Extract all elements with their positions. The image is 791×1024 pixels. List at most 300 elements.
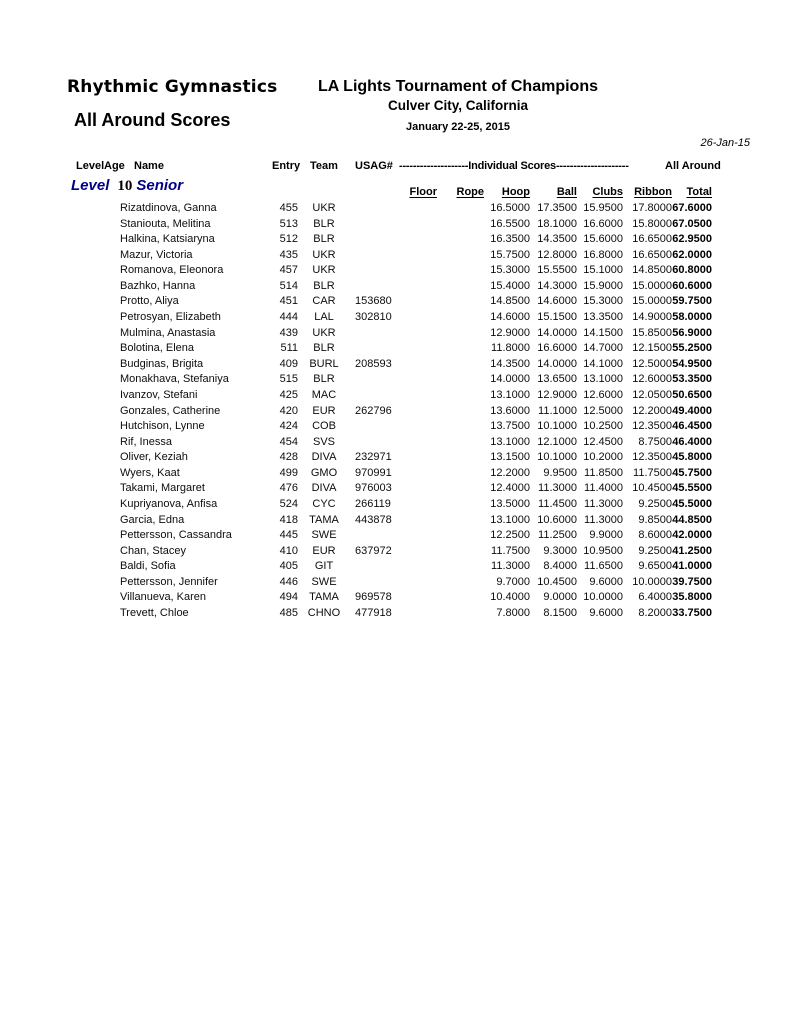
score-floor (392, 419, 437, 435)
score-ball: 12.9000 (537, 388, 577, 401)
score-rope (437, 404, 484, 420)
score-total: 53.3500 (672, 373, 712, 386)
score-ball: 9.3000 (543, 544, 577, 557)
row-age (98, 497, 120, 513)
score-total: 46.4000 (672, 435, 712, 448)
score-rope (437, 481, 484, 497)
score-clubs: 15.9000 (583, 279, 623, 292)
score-rope (437, 263, 484, 279)
table-row (68, 388, 716, 404)
division-label: Senior (136, 177, 184, 194)
event-location: Culver City, California (387, 98, 529, 113)
usag-number: 969578 (355, 591, 392, 604)
score-rope (437, 544, 484, 560)
score-floor (392, 559, 437, 575)
entry-number: 435 (279, 248, 298, 261)
score-ball: 8.4000 (543, 560, 577, 573)
score-ribbon: 15.0000 (632, 295, 672, 308)
score-hoop: 10.4000 (490, 591, 530, 604)
row-age (98, 279, 120, 295)
column-header-clubs: Clubs (592, 186, 623, 198)
row-level (68, 544, 98, 560)
score-floor (392, 326, 437, 342)
team-code: MAC (311, 388, 337, 401)
column-header-age: Age (104, 160, 125, 172)
table-row (68, 294, 716, 310)
athlete-name: Takami, Margaret (120, 482, 205, 495)
athlete-name: Hutchison, Lynne (120, 420, 205, 433)
score-clubs: 15.1000 (583, 264, 623, 277)
score-total: 67.0500 (672, 217, 712, 230)
score-ball: 14.0000 (537, 357, 577, 370)
score-hoop: 12.9000 (490, 326, 530, 339)
athlete-name: Kupriyanova, Anfisa (120, 497, 218, 510)
score-ribbon: 9.2500 (638, 497, 672, 510)
score-hoop: 13.6000 (490, 404, 530, 417)
score-ribbon: 10.4500 (632, 482, 672, 495)
score-floor (392, 248, 437, 264)
row-level (68, 528, 98, 544)
row-age (98, 232, 120, 248)
score-ribbon: 12.6000 (632, 373, 672, 386)
entry-number: 424 (279, 420, 298, 433)
score-ball: 9.0000 (543, 591, 577, 604)
score-clubs: 12.6000 (583, 388, 623, 401)
score-rope (437, 294, 484, 310)
athlete-name: Gonzales, Catherine (120, 404, 221, 417)
entry-number: 444 (279, 311, 298, 324)
print-date: 26-Jan-15 (700, 137, 750, 149)
row-age (98, 326, 120, 342)
column-header-ball: Ball (556, 186, 577, 198)
table-row (68, 217, 716, 233)
athlete-name: Oliver, Keziah (120, 451, 188, 464)
score-ribbon: 12.0500 (632, 388, 672, 401)
usag-number (350, 326, 392, 342)
score-ball: 11.2500 (538, 529, 577, 542)
score-hoop: 13.1500 (490, 451, 530, 464)
row-level (68, 341, 98, 357)
row-age (98, 544, 120, 560)
row-level (68, 466, 98, 482)
column-header-usag: USAG# (355, 160, 393, 172)
row-age (98, 513, 120, 529)
row-age (98, 404, 120, 420)
score-ball: 9.9500 (543, 466, 577, 479)
entry-number: 494 (279, 591, 298, 604)
row-level (68, 450, 98, 466)
score-ball: 11.4500 (538, 497, 577, 510)
score-total: 41.2500 (672, 544, 712, 557)
table-row (68, 341, 716, 357)
score-total: 45.7500 (672, 466, 712, 479)
table-row (68, 279, 716, 295)
score-floor (392, 279, 437, 295)
row-age (98, 357, 120, 373)
table-row (68, 310, 716, 326)
score-hoop: 15.4000 (490, 279, 530, 292)
score-rope (437, 388, 484, 404)
usag-number (350, 575, 392, 591)
score-rope (437, 528, 484, 544)
usag-number (350, 528, 392, 544)
athlete-name: Bolotina, Elena (120, 342, 194, 355)
score-floor (392, 372, 437, 388)
score-total: 60.6000 (672, 279, 712, 292)
score-hoop: 14.8500 (490, 295, 530, 308)
score-rope (437, 357, 484, 373)
athlete-name: Garcia, Edna (120, 513, 185, 526)
score-rope (437, 201, 484, 217)
row-age (98, 310, 120, 326)
usag-number: 443878 (355, 513, 392, 526)
score-ribbon: 15.0000 (632, 279, 672, 292)
column-header-rope: Rope (456, 186, 484, 198)
usag-number: 208593 (355, 357, 392, 370)
score-total: 46.4500 (672, 420, 712, 433)
usag-number: 976003 (355, 482, 392, 495)
score-ball: 10.1000 (537, 451, 577, 464)
score-rope (437, 232, 484, 248)
score-clubs: 10.2500 (583, 420, 623, 433)
row-level (68, 513, 98, 529)
score-clubs: 14.7000 (583, 342, 623, 355)
score-clubs: 10.9500 (583, 544, 623, 557)
event-title: LA Lights Tournament of Champions (318, 78, 598, 95)
table-row (68, 326, 716, 342)
score-clubs: 12.5000 (583, 404, 623, 417)
score-total: 45.5000 (672, 497, 712, 510)
score-rope (437, 248, 484, 264)
score-ball: 14.3500 (537, 233, 577, 246)
score-ribbon: 15.8000 (632, 217, 672, 230)
usag-number (350, 559, 392, 575)
entry-number: 420 (279, 404, 298, 417)
row-age (98, 372, 120, 388)
score-floor (392, 497, 437, 513)
score-floor (392, 404, 437, 420)
team-code: BLR (313, 233, 335, 246)
table-row (68, 419, 716, 435)
score-rope (437, 590, 484, 606)
score-floor (392, 217, 437, 233)
score-floor (392, 544, 437, 560)
row-age (98, 590, 120, 606)
table-row (68, 575, 716, 591)
score-hoop: 16.3500 (490, 233, 530, 246)
row-level (68, 497, 98, 513)
entry-number: 428 (279, 451, 298, 464)
score-clubs: 16.6000 (583, 217, 623, 230)
score-clubs: 10.2000 (583, 451, 623, 464)
athlete-name: Staniouta, Melitina (120, 217, 211, 230)
score-hoop: 13.1000 (490, 435, 530, 448)
entry-number: 454 (279, 435, 298, 448)
score-total: 54.9500 (672, 357, 712, 370)
athlete-name: Petrosyan, Elizabeth (120, 311, 221, 324)
usag-number (350, 435, 392, 451)
table-row (68, 435, 716, 451)
score-floor (392, 528, 437, 544)
score-floor (392, 263, 437, 279)
row-level (68, 559, 98, 575)
score-total: 39.7500 (672, 575, 712, 588)
score-rope (437, 372, 484, 388)
score-ball: 18.1000 (537, 217, 577, 230)
score-floor (392, 606, 437, 622)
score-floor (392, 575, 437, 591)
entry-number: 405 (279, 560, 298, 573)
score-clubs: 13.3500 (583, 311, 623, 324)
usag-number: 153680 (355, 295, 392, 308)
usag-number: 266119 (355, 497, 391, 510)
usag-number (350, 279, 392, 295)
score-ribbon: 11.7500 (633, 466, 672, 479)
table-row (68, 263, 716, 279)
score-ribbon: 14.8500 (632, 264, 672, 277)
row-age (98, 419, 120, 435)
team-code: SWE (311, 529, 337, 542)
score-floor (392, 435, 437, 451)
usag-number: 637972 (355, 544, 392, 557)
usag-number: 232971 (355, 451, 392, 464)
row-age (98, 294, 120, 310)
row-age (98, 217, 120, 233)
score-hoop: 13.1000 (490, 513, 530, 526)
score-total: 62.9500 (672, 233, 712, 246)
score-rope (437, 450, 484, 466)
score-hoop: 14.3500 (490, 357, 530, 370)
score-ribbon: 16.6500 (632, 248, 672, 261)
table-row (68, 201, 716, 217)
score-floor (392, 310, 437, 326)
row-age (98, 263, 120, 279)
row-age (98, 528, 120, 544)
score-ball: 8.1500 (543, 607, 577, 620)
team-code: GMO (310, 466, 338, 479)
row-level (68, 388, 98, 404)
score-ribbon: 14.9000 (632, 311, 672, 324)
score-total: 59.7500 (672, 295, 712, 308)
athlete-name: Chan, Stacey (120, 544, 187, 557)
score-ribbon: 9.2500 (638, 544, 672, 557)
column-header-hoop: Hoop (501, 186, 530, 198)
row-level (68, 404, 98, 420)
athlete-name: Ivanzov, Stefani (120, 388, 198, 401)
score-total: 50.6500 (672, 388, 712, 401)
row-age (98, 466, 120, 482)
usag-number (350, 341, 392, 357)
score-clubs: 13.1000 (583, 373, 623, 386)
table-row (68, 248, 716, 264)
score-ribbon: 17.8000 (632, 202, 672, 214)
score-total: 41.0000 (672, 560, 712, 573)
column-header-team: Team (310, 160, 338, 172)
score-ribbon: 15.8500 (632, 326, 672, 339)
table-row (68, 466, 716, 482)
entry-number: 511 (280, 342, 298, 355)
row-level (68, 310, 98, 326)
usag-number: 970991 (355, 466, 392, 479)
entry-number: 514 (279, 279, 298, 292)
usag-number (350, 217, 392, 233)
athlete-name: Halkina, Katsiaryna (120, 233, 215, 246)
team-code: TAMA (309, 591, 339, 604)
apparatus-header-row (392, 186, 712, 198)
level-number: 10 (117, 178, 133, 194)
usag-number: 262796 (355, 404, 392, 417)
entry-number: 455 (279, 202, 298, 214)
score-floor (392, 341, 437, 357)
score-rope (437, 310, 484, 326)
entry-number: 446 (279, 575, 298, 588)
team-code: SWE (311, 575, 337, 588)
team-code: UKR (312, 264, 336, 277)
score-rope (437, 559, 484, 575)
score-ball: 17.3500 (537, 202, 577, 214)
entry-number: 499 (279, 466, 298, 479)
score-total: 49.4000 (672, 404, 712, 417)
score-rope (437, 606, 484, 622)
table-row (68, 232, 716, 248)
athlete-name: Baldi, Sofia (120, 560, 176, 573)
table-row (68, 404, 716, 420)
score-clubs: 14.1000 (583, 357, 623, 370)
athlete-name: Wyers, Kaat (120, 466, 180, 479)
row-level (68, 606, 98, 622)
athlete-name: Bazhko, Hanna (120, 279, 196, 292)
entry-number: 515 (279, 373, 298, 386)
table-row (68, 513, 716, 529)
score-total: 58.0000 (672, 311, 712, 324)
usag-number (350, 201, 392, 217)
team-code: LAL (314, 311, 334, 324)
score-clubs: 15.9500 (583, 202, 623, 214)
score-ribbon: 6.4000 (638, 591, 672, 604)
team-code: CHNO (307, 607, 341, 620)
score-rope (437, 341, 484, 357)
usag-number (350, 419, 392, 435)
score-floor (392, 466, 437, 482)
event-dates: January 22-25, 2015 (406, 121, 510, 133)
score-floor (392, 201, 437, 217)
athlete-name: Trevett, Chloe (120, 607, 189, 620)
score-hoop: 12.2500 (490, 529, 530, 542)
score-ball: 14.0000 (537, 326, 577, 339)
score-floor (392, 450, 437, 466)
score-rows (68, 201, 716, 622)
entry-number: 410 (279, 544, 298, 557)
team-code: DIVA (311, 451, 337, 464)
table-row (68, 559, 716, 575)
score-hoop: 14.6000 (490, 311, 530, 324)
score-total: 55.2500 (672, 342, 712, 355)
row-level (68, 217, 98, 233)
usag-number (350, 372, 392, 388)
score-total: 44.8500 (672, 513, 712, 526)
score-clubs: 15.6000 (583, 233, 623, 246)
entry-number: 418 (279, 513, 298, 526)
score-ball: 15.5500 (537, 264, 577, 277)
score-hoop: 11.3000 (491, 560, 530, 573)
column-header-ribbon: Ribbon (634, 186, 672, 198)
entry-number: 445 (279, 529, 298, 542)
score-clubs: 15.3000 (583, 295, 623, 308)
athlete-name: Budginas, Brigita (120, 357, 204, 370)
column-header-floor: Floor (409, 186, 437, 198)
score-ball: 15.1500 (537, 311, 577, 324)
score-floor (392, 388, 437, 404)
score-total: 60.8000 (672, 264, 712, 277)
score-ribbon: 9.6500 (638, 560, 672, 573)
table-row (68, 606, 716, 622)
score-rope (437, 435, 484, 451)
team-code: CYC (312, 497, 336, 510)
score-ball: 16.6000 (537, 342, 577, 355)
score-clubs: 11.6500 (584, 560, 623, 573)
table-row (68, 590, 716, 606)
score-clubs: 11.3000 (584, 497, 623, 510)
score-hoop: 14.0000 (490, 373, 530, 386)
row-age (98, 481, 120, 497)
row-level (68, 435, 98, 451)
team-code: UKR (312, 202, 336, 214)
entry-number: 524 (279, 497, 298, 510)
level-label: Level (71, 177, 110, 194)
score-clubs: 12.4500 (583, 435, 623, 448)
score-ribbon: 9.8500 (638, 513, 672, 526)
report-title: All Around Scores (74, 110, 231, 130)
athlete-name: Pettersson, Jennifer (120, 575, 218, 588)
athlete-name: Pettersson, Cassandra (120, 529, 232, 542)
team-code: TAMA (309, 513, 339, 526)
row-level (68, 232, 98, 248)
team-code: SVS (312, 435, 335, 448)
athlete-name: Protto, Aliya (120, 295, 179, 308)
score-ribbon: 8.2000 (638, 607, 672, 620)
usag-number (350, 388, 392, 404)
score-total: 42.0000 (672, 529, 712, 542)
score-ribbon: 12.3500 (632, 451, 672, 464)
score-total: 45.8000 (672, 451, 712, 464)
score-rope (437, 466, 484, 482)
row-age (98, 388, 120, 404)
score-rope (437, 497, 484, 513)
score-ball: 12.8000 (537, 248, 577, 261)
score-floor (392, 294, 437, 310)
team-code: BURL (309, 357, 339, 370)
organization-title: Rhythmic Gymnastics (67, 77, 278, 97)
score-clubs: 9.6000 (589, 607, 623, 620)
entry-number: 512 (279, 233, 298, 246)
row-level (68, 419, 98, 435)
score-hoop: 16.5000 (490, 202, 530, 214)
table-row (68, 450, 716, 466)
score-total: 67.6000 (672, 202, 712, 214)
score-ribbon: 12.2000 (632, 404, 672, 417)
column-header-total: Total (686, 186, 712, 198)
row-level (68, 357, 98, 373)
score-hoop: 13.1000 (490, 388, 530, 401)
score-rope (437, 217, 484, 233)
score-ball: 10.1000 (537, 420, 577, 433)
team-code: UKR (312, 248, 336, 261)
column-header-level: Level (76, 160, 105, 172)
score-hoop: 9.7000 (496, 575, 530, 588)
score-rope (437, 326, 484, 342)
athlete-name: Romanova, Eleonora (120, 264, 224, 277)
level-group-title (71, 177, 183, 195)
